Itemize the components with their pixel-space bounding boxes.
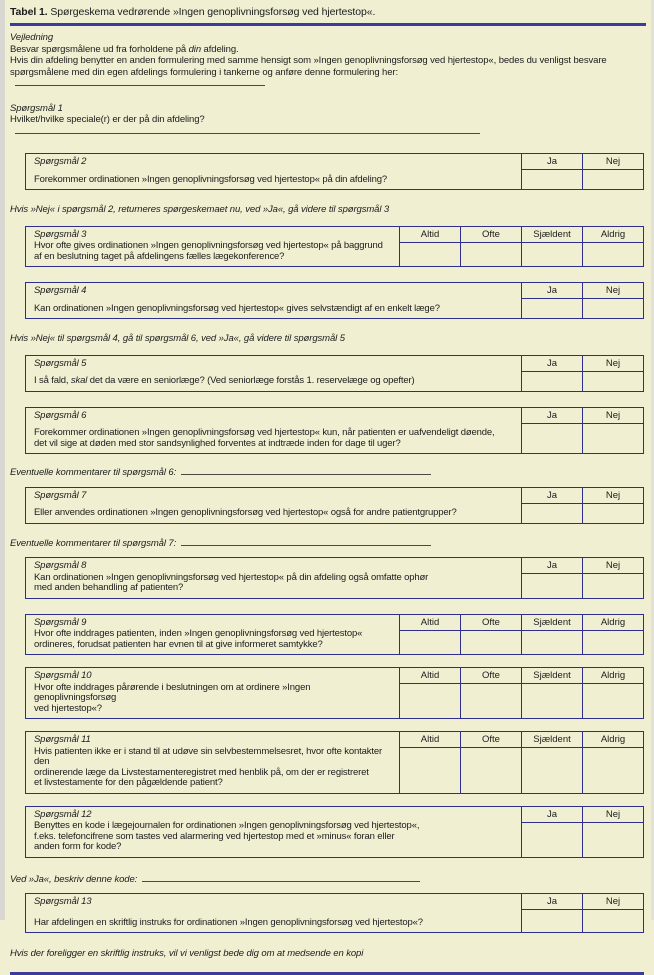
answer-cell-q10-ofte[interactable]	[461, 684, 521, 718]
question-3-text: Hvor ofte gives ordinationen »Ingen genoplivningsforsøg ved hjertestop« på baggrund af en beslutning taget på afdelingens fælles lægekonference?	[34, 240, 383, 262]
question-7-box	[25, 487, 644, 524]
question-10-box	[25, 667, 644, 719]
table-caption-text: Spørgeskema vedrørende »Ingen genoplivningsforsøg ved hjertestop«.	[50, 6, 376, 18]
question-11-label: Spørgsmål 11	[34, 734, 91, 745]
answer-cell-q3-altid[interactable]	[400, 243, 460, 267]
question-5-text: I så fald, skal det da være en seniorlæge? (Ved seniorlæge forstås 1. reservelæge og opefter)	[34, 375, 415, 386]
answer-cell-q3-aldrig[interactable]	[583, 243, 643, 267]
question-5-box	[25, 355, 644, 392]
answer-cell-q13-ja[interactable]	[522, 910, 582, 932]
option-nej: Nej	[583, 894, 643, 910]
option-altid: Altid	[400, 227, 460, 243]
question-3-answers	[399, 227, 643, 267]
option-ja: Ja	[522, 154, 582, 170]
answer-cell-q11-aldrig[interactable]	[583, 748, 643, 793]
answer-cell-q9-ofte[interactable]	[461, 631, 521, 655]
question-8-box	[25, 557, 644, 599]
question-1-label: Spørgsmål 1	[10, 102, 63, 114]
answer-cell-q3-sjaeldent[interactable]	[522, 243, 582, 267]
option-altid: Altid	[400, 615, 460, 631]
option-ja: Ja	[522, 356, 582, 372]
question-12-answers	[521, 807, 643, 857]
question-4-answers	[521, 283, 643, 318]
answer-cell-q9-sjaeldent[interactable]	[522, 631, 582, 655]
question-10-text: Hvor ofte inddrages pårørende i beslutningen om at ordinere »Ingen genoplivningsforsøg ved hjertestop«?	[34, 681, 311, 714]
comment-q7-write-in-line[interactable]	[181, 538, 431, 546]
option-aldrig: Aldrig	[583, 227, 643, 243]
instructions-line-2: Hvis din afdeling benytter en anden formulering med samme hensigt som »Ingen genoplivningsforsøg ved hjertestop«, bedes du venligst besvare	[10, 55, 607, 66]
answer-cell-q9-aldrig[interactable]	[583, 631, 643, 655]
table-caption-number: Tabel 1.	[10, 6, 48, 18]
answer-cell-q13-nej[interactable]	[583, 910, 643, 932]
option-nej: Nej	[583, 558, 643, 574]
option-nej: Nej	[583, 283, 643, 299]
answer-cell-q4-ja[interactable]	[522, 299, 582, 318]
question-2-answers	[521, 154, 643, 189]
answer-cell-q4-nej[interactable]	[583, 299, 643, 318]
code-write-in-line[interactable]	[142, 874, 420, 882]
option-nej: Nej	[583, 807, 643, 823]
instructions-block	[10, 32, 646, 90]
question-11-text: Hvis patienten ikke er i stand til at udøve sin selvbestemmelsesret, hvor ofte kontakter den ordinerende læge da Livstestamenteregistret med henblik på, om der er registreret et livstestamente for den pågældende patient?	[34, 745, 382, 788]
answer-cell-q11-ofte[interactable]	[461, 748, 521, 793]
question-2-text: Forekommer ordinationen »Ingen genoplivningsforsøg ved hjertestop« på din afdeling?	[34, 173, 388, 185]
question-2-box	[25, 153, 644, 190]
option-ja: Ja	[522, 807, 582, 823]
option-ofte: Ofte	[461, 227, 521, 243]
answer-cell-q10-aldrig[interactable]	[583, 684, 643, 718]
question-1-write-in-line[interactable]	[15, 126, 480, 134]
option-nej: Nej	[583, 356, 643, 372]
answer-cell-q11-sjaeldent[interactable]	[522, 748, 582, 793]
question-11-answers	[399, 732, 643, 793]
question-9-answers	[399, 615, 643, 655]
question-12-text: Benyttes en kode i lægejournalen for ordinationen »Ingen genoplivningsforsøg ved hjertestop«, f.eks. telefoncifrene som tastes ved alarmering ved hjertestop med et »minus« foran eller anden form for kode?	[34, 820, 420, 852]
option-altid: Altid	[400, 668, 460, 684]
option-ja: Ja	[522, 283, 582, 299]
answer-cell-q3-ofte[interactable]	[461, 243, 521, 267]
answer-cell-q10-sjaeldent[interactable]	[522, 684, 582, 718]
option-sjaeldent: Sjældent	[522, 227, 582, 243]
comment-line-q7: Eventuelle kommentarer til spørgsmål 7:	[10, 538, 646, 550]
answer-cell-q10-altid[interactable]	[400, 684, 460, 718]
answer-cell-q5-ja[interactable]	[522, 372, 582, 391]
instructions-line-3: spørgsmålene med din egen afdelings formulering i tankerne og anføre denne formulering her:	[10, 67, 646, 90]
question-13-box	[25, 893, 644, 933]
question-7-label: Spørgsmål 7	[34, 489, 87, 501]
option-aldrig: Aldrig	[583, 615, 643, 631]
question-7-answers	[521, 488, 643, 523]
question-13-label: Spørgsmål 13	[34, 896, 92, 907]
question-1-text: Hvilket/hvilke speciale(r) er der på din afdeling?	[10, 114, 646, 137]
option-sjaeldent: Sjældent	[522, 615, 582, 631]
answer-cell-q2-nej[interactable]	[583, 170, 643, 189]
question-6-answers	[521, 408, 643, 454]
option-nej: Nej	[583, 408, 643, 424]
question-9-box	[25, 614, 644, 656]
formulation-write-in-line[interactable]	[15, 78, 265, 86]
question-6-text: Forekommer ordinationen »Ingen genoplivningsforsøg ved hjertestop« kun, når patienten er uafvendeligt døende, det vil sige at døden med stor sandsynlighed forventes at indtræde inden for dage til uger?	[34, 427, 495, 449]
question-1	[10, 103, 646, 138]
question-10-label: Spørgsmål 10	[34, 670, 92, 681]
answer-cell-q9-altid[interactable]	[400, 631, 460, 655]
option-sjaeldent: Sjældent	[522, 668, 582, 684]
question-5-label: Spørgsmål 5	[34, 357, 87, 369]
option-ofte: Ofte	[461, 668, 521, 684]
option-ja: Ja	[522, 488, 582, 504]
comment-line-q6: Eventuelle kommentarer til spørgsmål 6:	[10, 467, 646, 479]
answer-cell-q8-ja[interactable]	[522, 574, 582, 598]
question-4-label: Spørgsmål 4	[34, 285, 87, 296]
bottom-rule	[10, 972, 644, 975]
answer-cell-q12-nej[interactable]	[583, 823, 643, 857]
question-8-label: Spørgsmål 8	[34, 560, 87, 571]
option-ofte: Ofte	[461, 732, 521, 748]
answer-cell-q7-nej[interactable]	[583, 504, 643, 523]
question-5-answers	[521, 356, 643, 391]
answer-cell-q2-ja[interactable]	[522, 170, 582, 189]
question-6-box	[25, 407, 644, 455]
question-4-box	[25, 282, 644, 319]
question-6-label: Spørgsmål 6	[34, 409, 87, 421]
question-7-text: Eller anvendes ordinationen »Ingen genoplivningsforsøg ved hjertestop« også for andre patientgrupper?	[34, 507, 457, 518]
question-9-text: Hvor ofte inddrages patienten, inden »Ingen genoplivningsforsøg ved hjertestop« ordineres, forudsat patienten har evnen til at give informeret samtykke?	[34, 628, 363, 650]
option-ja: Ja	[522, 894, 582, 910]
question-10-answers	[399, 668, 643, 718]
question-12-label: Spørgsmål 12	[34, 808, 92, 820]
answer-cell-q11-altid[interactable]	[400, 748, 460, 793]
answer-cell-q6-ja[interactable]	[522, 424, 582, 454]
answer-cell-q7-ja[interactable]	[522, 504, 582, 523]
question-8-text: Kan ordinationen »Ingen genoplivningsforsøg ved hjertestop« på din afdeling også omfatte ophør med anden behandling af patienten?	[34, 571, 429, 593]
answer-cell-q12-ja[interactable]	[522, 823, 582, 857]
comment-q6-write-in-line[interactable]	[181, 467, 431, 475]
top-rule	[10, 23, 646, 26]
skip-note-q4: Hvis »Nej« til spørgsmål 4, gå til spørgsmål 6, ved »Ja«, gå videre til spørgsmål 5	[10, 333, 345, 344]
question-13-answers	[521, 894, 643, 932]
option-nej: Nej	[583, 488, 643, 504]
question-2-label: Spørgsmål 2	[34, 156, 87, 167]
question-3-box	[25, 226, 644, 268]
option-nej: Nej	[583, 154, 643, 170]
question-13-text: Har afdelingen en skriftlig instruks for ordinationen »Ingen genoplivningsforsøg ved hjertestop«?	[34, 916, 423, 928]
question-4-text: Kan ordinationen »Ingen genoplivningsforsøg ved hjertestop« gives selvstændigt af en enkelt læge?	[34, 302, 440, 314]
final-note: Hvis der foreligger en skriftlig instruks, vil vi venligst bede dig om at medsende en kopi	[10, 948, 364, 959]
option-aldrig: Aldrig	[583, 732, 643, 748]
question-9-label: Spørgsmål 9	[34, 616, 87, 628]
option-ja: Ja	[522, 558, 582, 574]
question-8-answers	[521, 558, 643, 598]
answer-cell-q6-nej[interactable]	[583, 424, 643, 454]
code-note-line: Ved »Ja«, beskriv denne kode:	[10, 874, 646, 886]
question-3-label: Spørgsmål 3	[34, 228, 87, 240]
answer-cell-q5-nej[interactable]	[583, 372, 643, 391]
question-12-box	[25, 806, 644, 858]
skip-note-q2: Hvis »Nej« i spørgsmål 2, returneres spørgeskemaet nu, ved »Ja«, gå videre til spørgsmål 3	[10, 204, 390, 215]
option-altid: Altid	[400, 732, 460, 748]
instructions-line-1: Besvar spørgsmålene ud fra forholdene på din afdeling.	[10, 43, 239, 55]
instructions-heading: Vejledning	[10, 32, 54, 43]
table-caption	[10, 6, 646, 19]
answer-cell-q8-nej[interactable]	[583, 574, 643, 598]
option-ofte: Ofte	[461, 615, 521, 631]
question-11-box	[25, 731, 644, 794]
option-sjaeldent: Sjældent	[522, 732, 582, 748]
option-ja: Ja	[522, 408, 582, 424]
option-aldrig: Aldrig	[583, 668, 643, 684]
